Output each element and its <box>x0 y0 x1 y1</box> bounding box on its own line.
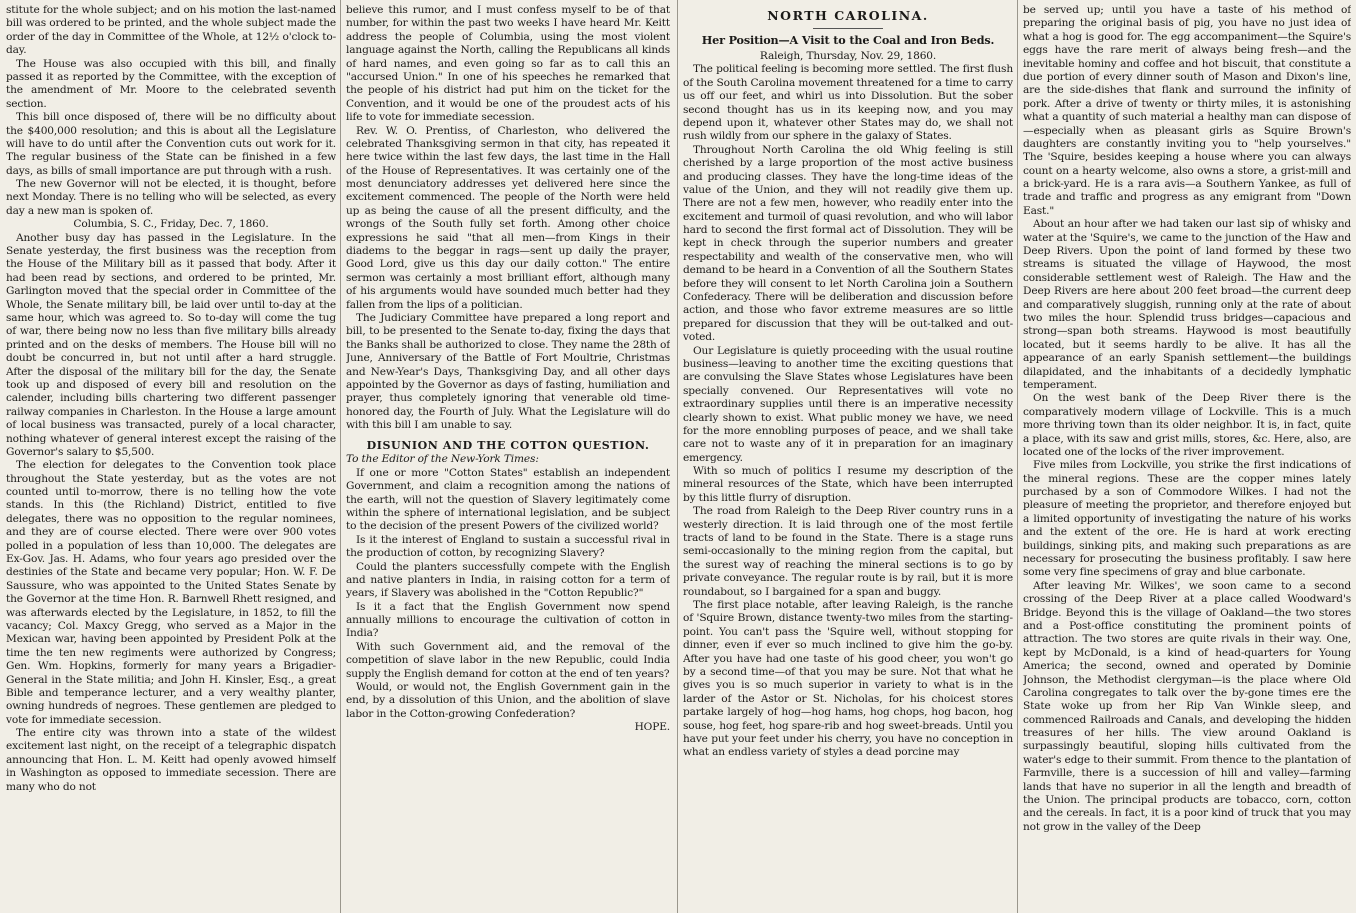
paragraph: Rev. W. O. Prentiss, of Charleston, who delivered the celebrated Thanksgiving sermon in that city, has repeated it here twice within the last few days, the last time in the Hall of the House of Representatives. It was certainly one of the most denunciatory addresses yet delivered here since the excitement commenced. The people of the North were held up as being the cause of all the present difficulty, and the wrongs of the South fully set forth. Among other choice expressions he said "that all men—from Kings in their diadems to the beggar in rags—sent up daily the prayer, Good Lord, give us this day our daily cotton." The entire sermon was certainly a most brilliant effort, although many of his arguments would have sounded much better had they fallen from the lips of a politician. <box>346 124 670 311</box>
column-2 <box>346 4 670 909</box>
paragraph: If one or more "Cotton States" establish an independent Government, and claim a recognition among the nations of the earth, will not the question of Slavery legitimately come within the sphere of international legislation, and be subject to the decision of the present Powers of the civilized world? <box>346 466 670 533</box>
paragraph: Is it the interest of England to sustain a successful rival in the production of cotton, by recognizing Slavery? <box>346 533 670 560</box>
dateline: Columbia, S. C., Friday, Dec. 7, 1860. <box>73 218 269 231</box>
paragraph: This bill once disposed of, there will be no difficulty about the $400,000 resolution; and this is about all the Legislature will have to do until after the Convention cuts out work for it. The regular business of the State can be finished in a few days, as bills of small importance are put through with a rush. <box>6 111 336 177</box>
paragraph: Another busy day has passed in the Legislature. In the Senate yesterday, the first business was the reception from the House of the Military bill as it passed that body. After it had been read by sections, and ordered to be printed, Mr. Garlington moved that the special order in Committee of the Whole, the Senate military bill, be laid over until to-day at the same hour, which was agreed to. So to-day will come the tug of war, there being now no less than five military bills already printed and on the desks of members. The House bill will no doubt be concurred in, but not until after a hard struggle. After the disposal of the military bill for the day, the Senate took up and disposed of every bill and resolution on the calender, including bills chartering two different passenger railway companies in Charleston. In the House a large amount of local business was transacted, purely of a local character, nothing whatever of general interest except the raising of the Governor's salary to $5,500. <box>6 231 336 458</box>
signature: HOPE. <box>634 721 670 734</box>
dateline: Raleigh, Thursday, Nov. 29, 1860. <box>759 49 937 62</box>
article-heading: NORTH CAROLINA. <box>767 8 929 23</box>
paragraph: The entire city was thrown into a state of the wildest excitement last night, on the receipt of a telegraphic dispatch announcing that Hon. L. M. Keitt had openly avowed himself in Washington as opposed to immediate secession. There are many who do not <box>6 727 336 793</box>
paragraph: Our Legislature is quietly proceeding with the usual routine business—leaving to another time the exciting questions that are convulsing the Slave States whose Legislatures have been specially convened. Our Representatives will vote no extraordinary supplies until there is an imperative necessity clearly shown to exist. What public money we have, we need for the more ennobling purposes of peace, and we shall take care not to waste any of it in preparation for an imaginary emergency. <box>683 344 1013 464</box>
paragraph: The election for delegates to the Convention took place throughout the State yesterday, but as the votes are not counted until to-morrow, there is no telling how the vote stands. In this (the Richland) District, entitled to five delegates, there was no opposition to the regular nominees, and they are of course elected. There were over 900 votes polled in a population of less than 10,000. The delegates are Ex-Gov. Jas. H. Adams, who four years ago presided over the destinies of the State and became very popular; Hon. W. F. De Saussure, who was appointed to the United States Senate by the Governor at the time Hon. R. Barnwell Rhett resigned, and was afterwards elected by the Legislature, in 1852, to fill the vacancy; Col. Maxcy Gregg, who served as a Major in the Mexican war, having been appointed by President Polk at the time the ten new regiments were authorized by Congress; Gen. Wm. Hopkins, formerly for many years a Brigadier-General in the State militia; and John H. Kinsler, Esq., a great Bible and temperance lecturer, and a very wealthy planter, owning hundreds of negroes. These gentlemen are pledged to vote for immediate secession. <box>6 459 336 726</box>
paragraph: On the west bank of the Deep River there is the comparatively modern village of Lockville. This is a much more thriving town than its older neighbor. It is, in fact, quite a place, with its saw and grist mills, stores, &c. Here, also, are located one of the locks of the river improvement. <box>1023 392 1351 458</box>
paragraph: The new Governor will not be elected, it is thought, before next Monday. There is no telling who will be selected, as every day a new man is spoken of. <box>6 178 336 217</box>
paragraph: Five miles from Lockville, you strike the first indications of the mineral regions. These are the copper mines lately purchased by a son of Commodore Wilkes. I had not the pleasure of meeting the proprietor, and therefore enjoyed but a limited opportunity of investigating the nature of his works and the extent of the ore. He is hard at work erecting buildings, sinking pits, and making such preparations as are necessary for prosecuting the business profitably. I saw here some very fine specimens of gray and blue carbonate. <box>1023 459 1351 579</box>
paragraph: The Judiciary Committee have prepared a long report and bill, to be presented to the Senate to-day, fixing the days that the Banks shall be authorized to close. They name the 28th of June, Anniversary of the Battle of Fort Moultrie, Christmas and New-Year's Days, Thanksgiving Day, and all other days appointed by the Governor as days of fasting, humiliation and prayer, thus completely ignoring that venerable old time-honored day, the Fourth of July. What the Legislature will do with this bill I am unable to say. <box>346 311 670 432</box>
paragraph: stitute for the whole subject; and on his motion the last-named bill was ordered to be printed, and the whole subject made the order of the day in Committee of the Whole, at 12½ o'clock to-day. <box>6 4 336 57</box>
article-heading: DISUNION AND THE COTTON QUESTION. <box>366 438 650 452</box>
column-rule <box>340 0 341 913</box>
paragraph: Throughout North Carolina the old Whig feeling is still cherished by a large proportion of the most active business and producing classes. They have the long-time ideas of the value of the Union, and they will not readily give them up. There are not a few men, however, who readily enter into the excitement and turmoil of quasi revolution, and who will labor hard to second the first formal act of Dissolution. They will be kept in check through the superior numbers and greater respectability and wealth of the conservative men, who will demand to be heard in a Convention of all the Southern States before they will consent to let North Carolina join a Southern Confederacy. There will be deliberation and discussion before action, and those who favor extreme measures are so little prepared for discussion that they will be out-talked and out-voted. <box>683 143 1013 344</box>
paragraph: The political feeling is becoming more settled. The first flush of the South Carolina movement threatened for a time to carry us off our feet, and whirl us into Dissolution. But the sober second thought has us in its keeping now, and you may depend upon it, whatever other States may do, we shall not rush wildly from our sphere in the galaxy of States. <box>683 63 1013 143</box>
column-rule <box>677 0 678 913</box>
column-rule <box>1017 0 1018 913</box>
column-4 <box>1023 4 1351 909</box>
paragraph: The House was also occupied with this bill, and finally passed it as reported by the Committee, with the exception of the amendment of Mr. Moore to the celebrated seventh section. <box>6 57 336 110</box>
column-1 <box>6 4 336 909</box>
paragraph: With so much of politics I resume my description of the mineral resources of the State, which have been interrupted by this little flurry of disruption. <box>683 465 1013 504</box>
byline: To the Editor of the New-York Times: <box>346 453 539 466</box>
paragraph: After leaving Mr. Wilkes', we soon came to a second crossing of the Deep River at a place called Woodward's Bridge. Beyond this is the village of Oakland—the two stores and a Post-office constituting the prominent points of attraction. The two stores are quite rivals in their way. One, kept by McDonald, is a kind of head-quarters for Young America; the second, owned and operated by Dominie Johnson, the Methodist clergyman—is the place where Old Carolina congregates to talk over the by-gone times ere the State woke up from her Rip Van Winkle sleep, and commenced Railroads and Canals, and developing the hidden treasures of her hills. The view around Oakland is surpassingly beautiful, sloping hills cultivated from the water's edge to their summit. From thence to the plantation of Farmville, there is a succession of hill and valley—farming lands that have no superior in all the length and breadth of the Union. The principal products are tobacco, corn, cotton and the cereals. In fact, it is a poor kind of truck that you may not grow in the valley of the Deep <box>1023 579 1351 833</box>
article-subheading: Her Position—A Visit to the Coal and Iron Beds. <box>701 32 995 47</box>
column-3 <box>683 4 1013 909</box>
paragraph: The road from Raleigh to the Deep River country runs in a westerly direction. It is laid through one of the most fertile tracts of land to be found in the State. There is a stage runs semi-occasionally to the mining region from the capital, but the surest way of reaching the mineral sections is to go by private conveyance. The regular route is by rail, but it is more roundabout, so I bargained for a span and buggy. <box>683 505 1013 598</box>
paragraph: be served up; until you have a taste of his method of preparing the original basis of pig, you have no just idea of what a hog is good for. The egg accompaniment—the Squire's eggs have the rare merit of always being fresh—and the inevitable hominy and coffee and hot biscuit, that constitute a due portion of every dinner south of Mason and Dixon's line, are the side-dishes that flank and surround the infinity of pork. After a drive of twenty or thirty miles, it is astonishing what a quantity of such material a healthy man can dispose of—especially when as pleasant girls as Squire Brown's daughters are constantly inviting you to "help yourselves." The 'Squire, besides keeping a house where you can always count on a hearty welcome, also owns a store, a grist-mill and a brick-yard. He is a rara avis—a Southern Yankee, as full of trade and traffic and progress as any emigrant from "Down East." <box>1023 4 1351 217</box>
paragraph: Would, or would not, the English Government gain in the end, by a dissolution of this Union, and the abolition of slave labor in the Cotton-growing Confederation? <box>346 681 670 720</box>
paragraph: With such Government aid, and the removal of the competition of slave labor in the new Republic, could India supply the English demand for cotton at the end of ten years? <box>346 640 670 680</box>
paragraph: Is it a fact that the English Government now spend annually millions to encourage the cultivation of cotton in India? <box>346 600 670 640</box>
paragraph: The first place notable, after leaving Raleigh, is the ranche of 'Squire Brown, distance twenty-two miles from the starting-point. You can't pass the 'Squire well, without stopping for dinner, even if ever so much inclined to give him the go-by. After you have had one taste of his good cheer, you won't go by a second time—of that you may be sure. Not that what he gives you is so much superior in variety to what is in the larder of the Astor or St. Nicholas, for his choicest stores partake largely of hog—hog hams, hog chops, hog bacon, hog souse, hog feet, hog spare-rib and hog sweet-breads. Until you have put your feet under his cherry, you have no conception in what an endless variety of styles a dead porcine may <box>683 599 1013 759</box>
paragraph: About an hour after we had taken our last sip of whisky and water at the 'Squire's, we came to the junction of the Haw and Deep Rivers. Upon the point of land formed by these two streams is situated the village of Haywood, the most considerable settlement west of Raleigh. The Haw and the Deep Rivers are here about 200 feet broad—the current deep and comparatively sluggish, running only at the rate of about two miles the hour. Splendid truss bridges—capacious and strong—span both streams. Haywood is most beautifully located, but it seems hardly to be alive. It has all the appearance of an early Spanish settlement—the buildings dilapidated, and the inhabitants of a decidedly lymphatic temperament. <box>1023 218 1351 391</box>
paragraph: believe this rumor, and I must confess myself to be of that number, for within the past two weeks I have heard Mr. Keitt address the people of Columbia, using the most violent language against the North, calling the Republicans all kinds of hard names, and even going so far as to call this an "accursed Union." In one of his speeches he remarked that the people of his district had put him on the ticket for the Convention, and it would be one of the proudest acts of his life to vote for immediate secession. <box>346 4 670 124</box>
paragraph: Could the planters successfully compete with the English and native planters in India, in raising cotton for a term of years, if Slavery was abolished in the "Cotton Republic?" <box>346 560 670 600</box>
heading-divider <box>813 28 883 29</box>
